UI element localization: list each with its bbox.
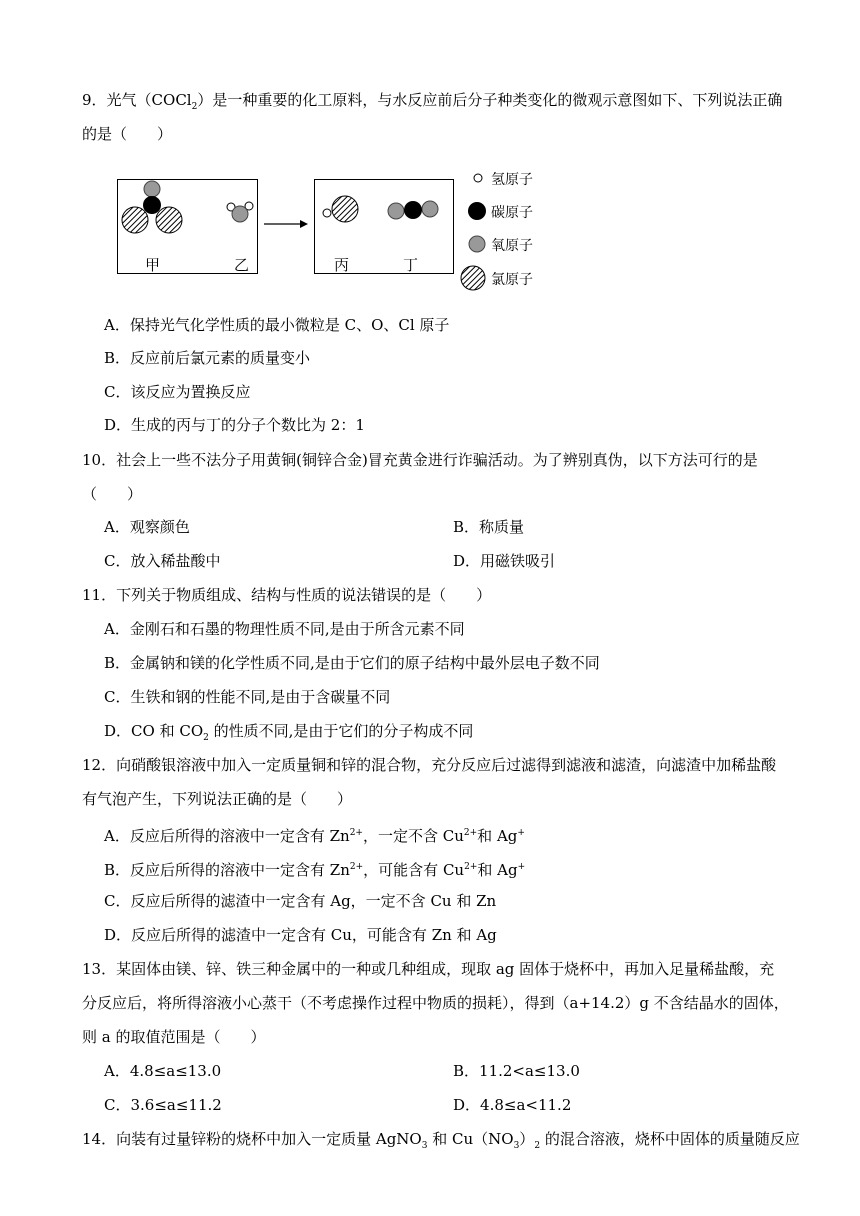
q13-stem-line1: 13．某固体由镁、锌、铁三种金属中的一种或几种组成，现取 ag 固体于烧杯中，再加入足量稀盐酸，充 — [82, 960, 775, 978]
co2-molecule — [388, 201, 438, 219]
label-ding: 丁 — [403, 256, 419, 274]
q11-option-d: D．CO 和 $CO_2$ 的性质不同,是由于它们的分子构成不同 — [104, 722, 474, 743]
water-molecule — [227, 202, 253, 222]
q12-stem-line2: 有气泡产生，下列说法正确的是（ ） — [82, 790, 353, 808]
q11-stem: 11．下列关于物质组成、结构与性质的说法错误的是（ ） — [82, 586, 492, 604]
legend-chlorine: 氯原子 — [491, 272, 533, 288]
q13-stem-line3: 则 a 的取值范围是（ ） — [82, 1028, 266, 1046]
phosgene-molecule — [122, 181, 182, 233]
reaction-arrow — [264, 220, 308, 228]
q11-option-b: B．金属钠和镁的化学性质不同,是由于它们的原子结构中最外层电子数不同 — [104, 654, 600, 672]
legend-carbon: 碳原子 — [491, 205, 533, 221]
q9-option-d: D．生成的丙与丁的分子个数比为 2：1 — [104, 416, 365, 434]
q9-option-b: B．反应前后氯元素的质量变小 — [104, 349, 311, 367]
q12-option-a: A．反应后所得的溶液中一定含有 $Zn^{2+}$，一定不含 $Cu^{2+}$和 Ag+ — [104, 827, 525, 845]
q10-stem-line1: 10．社会上一些不法分子用黄铜(铜锌合金)冒充黄金进行诈骗活动。为了辨别真伪，以下方法可行的是 — [82, 451, 758, 469]
chlorine-legend-icon — [461, 266, 485, 290]
q13-option-c: C．3.6≤a≤11.2 — [104, 1096, 222, 1114]
label-bing: 丙 — [334, 256, 350, 274]
q10-option-b: B．称质量 — [453, 518, 525, 536]
carbon-legend-icon — [468, 202, 486, 220]
legend-hydrogen: 氢原子 — [491, 172, 533, 188]
q12-option-d: D．反应后所得的滤渣中一定含有 Cu，可能含有 Zn 和 Ag — [104, 926, 497, 944]
q14-stem-line1: 14．向装有过量锌粉的烧杯中加入一定质量 AgNO$_3$ 和 $Cu(NO_3)_2$ 的混合溶液，烧杯中固体的质量随反应 — [82, 1130, 800, 1151]
q10-stem-line2: （ ） — [82, 485, 143, 503]
q12-option-b: B．反应后所得的溶液中一定含有 $Zn^{2+}$，可能含有 $Cu^{2+}$和 Ag+ — [104, 861, 526, 879]
q12-option-c: C．反应后所得的滤渣中一定含有 Ag，一定不含 Cu 和 Zn — [104, 892, 497, 910]
q13-option-b: B．11.2<a≤13.0 — [453, 1062, 580, 1080]
hcl-molecule — [323, 196, 358, 222]
q13-option-a: A．4.8≤a≤13.0 — [104, 1062, 222, 1080]
q13-option-d: D．4.8≤a<11.2 — [453, 1096, 572, 1114]
q10-option-d: D．用磁铁吸引 — [453, 552, 556, 570]
label-yi: 乙 — [234, 256, 250, 274]
q9-stem-line2: 的是（ ） — [82, 125, 173, 143]
hydrogen-legend-icon — [474, 174, 482, 182]
q11-option-a: A．金刚石和石墨的物理性质不同,是由于所含元素不同 — [104, 620, 465, 638]
q9-option-a: A．保持光气化学性质的最小微粒是 C、O、Cl 原子 — [104, 316, 450, 334]
q13-stem-line2: 分反应后，将所得溶液小心蒸干（不考虑操作过程中物质的损耗），得到（a+14.2）g 不含结晶水的固体， — [82, 994, 789, 1012]
legend-oxygen: 氧原子 — [491, 238, 533, 254]
q9-option-c: C．该反应为置换反应 — [104, 383, 251, 401]
q10-option-c: C．放入稀盐酸中 — [104, 552, 221, 570]
q11-option-c: C．生铁和钢的性能不同,是由于含碳量不同 — [104, 688, 391, 706]
q9-stem-line1: 9．光气（COCl$_2$）是一种重要的化工原料，与水反应前后分子种类变化的微观示意图如下、下列说法正确 — [82, 91, 783, 112]
label-jia: 甲 — [145, 256, 161, 274]
q12-stem-line1: 12．向硝酸银溶液中加入一定质量铜和锌的混合物，充分反应后过滤得到滤液和滤渣，向滤渣中加稀盐酸 — [82, 756, 777, 774]
oxygen-legend-icon — [469, 236, 485, 252]
q10-option-a: A．观察颜色 — [104, 518, 190, 536]
